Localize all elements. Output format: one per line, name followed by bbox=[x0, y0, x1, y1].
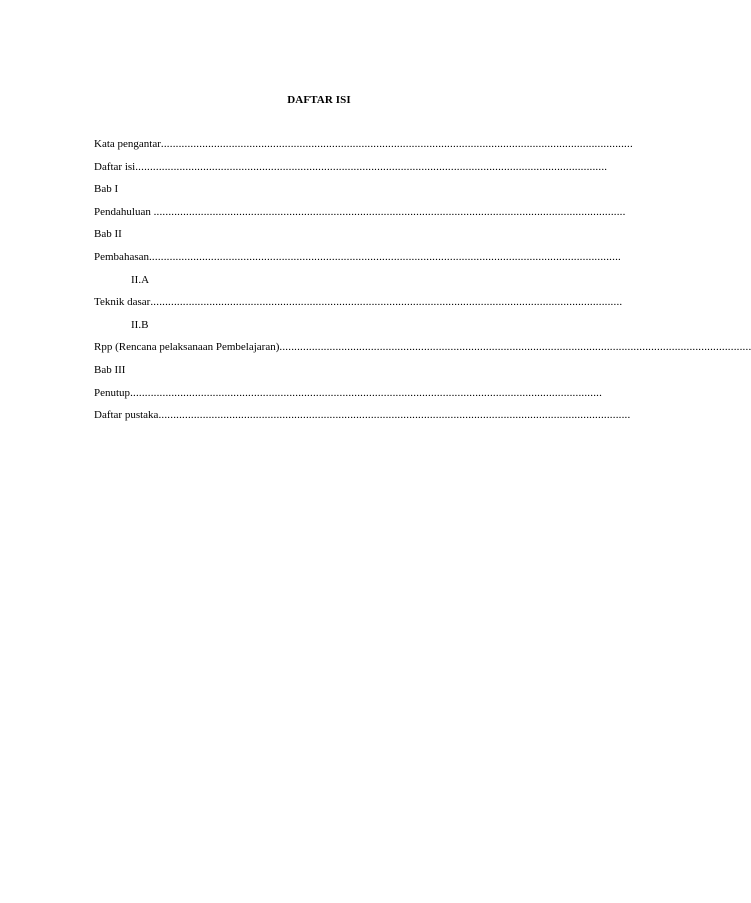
toc-entry-daftar-pustaka bbox=[94, 404, 631, 427]
toc-entry-ii-a bbox=[94, 269, 518, 292]
toc-entry-pembahasan bbox=[94, 246, 621, 269]
table-of-contents bbox=[94, 133, 751, 427]
toc-entry-label: Daftar pustaka bbox=[94, 409, 159, 422]
dot-leader: ................................................................................................................................................................ bbox=[153, 205, 626, 218]
toc-chapter-label: Bab III bbox=[94, 363, 126, 376]
dot-leader: ................................................................................................................................................................ bbox=[279, 341, 751, 354]
dot-leader: ................................................................................................................................................................ bbox=[158, 409, 631, 422]
dot-leader: ................................................................................................................................................................ bbox=[148, 250, 621, 263]
toc-chapter-label: Bab I bbox=[94, 183, 119, 196]
toc-entry-daftar-isi bbox=[94, 156, 608, 179]
page-title: DAFTAR ISI bbox=[287, 94, 351, 106]
toc-entry-label: Pendahuluan bbox=[94, 205, 154, 218]
dot-leader: ................................................................................................................................................................ bbox=[135, 160, 608, 173]
toc-entry-penutup bbox=[94, 382, 603, 405]
toc-chapter-label: Bab II bbox=[94, 228, 122, 241]
dot-leader: ................................................................................................................................................................ bbox=[150, 296, 623, 309]
toc-entry-label: Daftar isi bbox=[94, 160, 136, 173]
toc-entry-kata-pengantar bbox=[94, 133, 633, 156]
toc-subsection-label: II.A bbox=[131, 273, 150, 286]
dot-leader: ................................................................................................................................................................ bbox=[130, 386, 603, 399]
toc-entry-bab-ii bbox=[94, 223, 518, 246]
toc-entry-bab-i bbox=[94, 178, 518, 201]
toc-entry-pendahuluan bbox=[94, 201, 626, 224]
toc-entry-label: Teknik dasar bbox=[94, 296, 151, 309]
toc-entry-label: Pembahasan bbox=[94, 250, 149, 263]
dot-leader: ................................................................................................................................................................ bbox=[160, 138, 633, 150]
toc-entry-label: Penutup bbox=[94, 386, 131, 399]
toc-entry-rpp bbox=[94, 336, 751, 359]
toc-entry-label: Kata pengantar bbox=[94, 138, 161, 150]
toc-entry-label: Rpp (Rencana pelaksanaan Pembelajaran) bbox=[94, 341, 280, 354]
toc-entry-teknik-dasar bbox=[94, 291, 623, 314]
toc-subsection-label: II.B bbox=[131, 318, 149, 331]
toc-entry-bab-iii bbox=[94, 359, 518, 382]
toc-entry-ii-b bbox=[94, 314, 518, 337]
